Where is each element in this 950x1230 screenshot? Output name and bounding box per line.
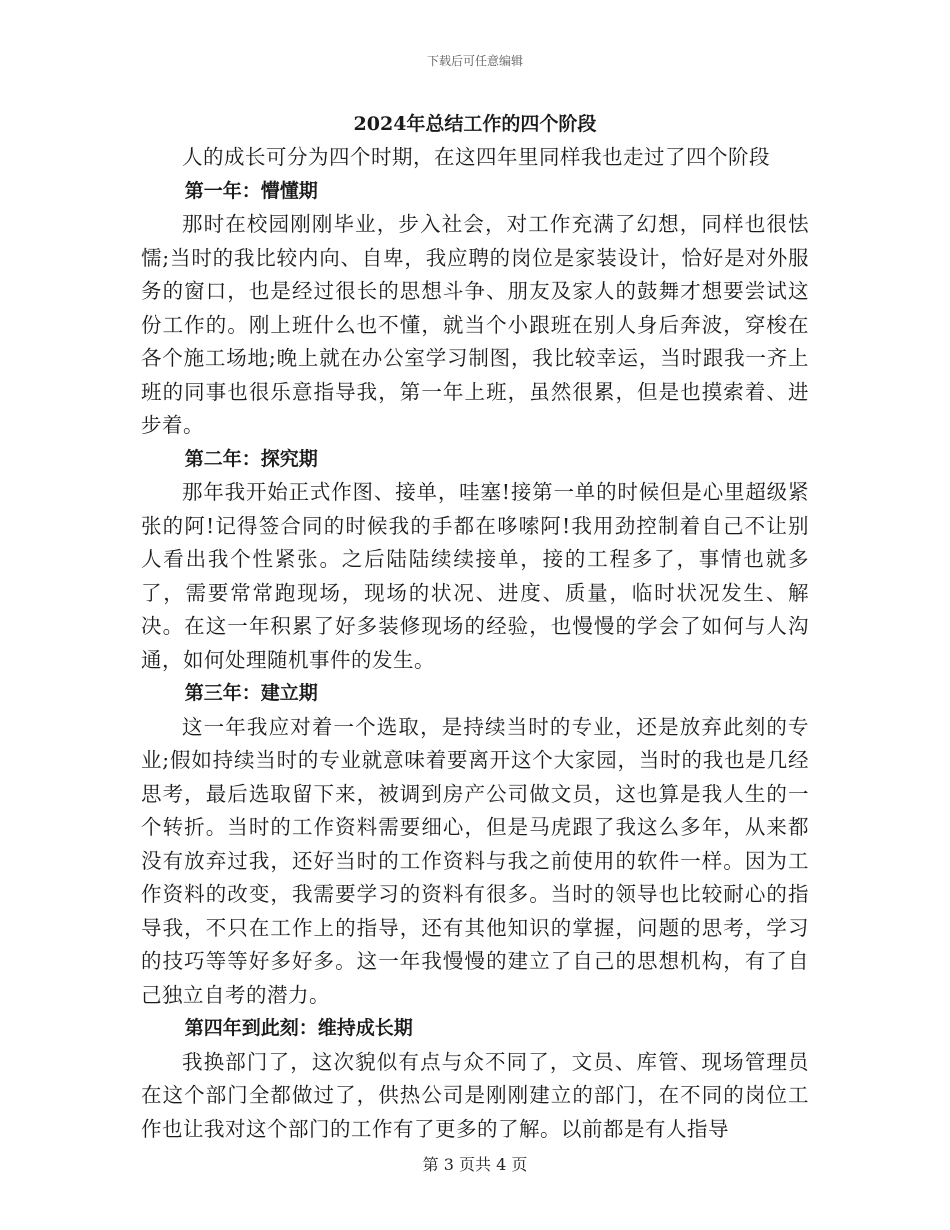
section-text-year-1: 那时在校园刚刚毕业，步入社会，对工作充满了幻想，同样也很怯懦;当时的我比较内向、自卑，我应聘的岗位是家装设计，恰好是对外服务的窗口，也是经过很长的思想斗争、朋友及家人的鼓舞才想要尝试这份工作的。刚上班什么也不懂，就当个小跟班在别人身后奔波，穿梭在各个施工场地;晚上就在办公室学习制图，我比较幸运，当时跟我一齐上班的同事也很乐意指导我，第一年上班，虽然很累，但是也摸索着、进步着。 [141,212,809,437]
intro-paragraph: 人的成长可分为四个时期，在这四年里同样我也走过了四个阶段 [182,145,770,169]
page-header-note: 下载后可任意编辑 [426,54,523,68]
section-heading-year-1: 第一年：懵懂期 [184,179,318,202]
page-number: 第 3 页共 4 页 [422,1155,528,1174]
section-text-year-3: 这一年我应对着一个选取，是持续当时的专业，还是放弃此刻的专业;假如持续当时的专业就意味着要离开这个大家园，当时的我也是几经思考，最后选取留下来，被调到房产公司做文员，这也算是我人生的一个转折。当时的工作资料需要细心，但是马虎跟了我这么多年，从来都没有放弃过我，还好当时的工作资料与我之前使用的软件一样。因为工作资料的改变，我需要学习的资料有很多。当时的领导也比较耐心的指导我，不只在工作上的指导，还有其他知识的掌握，问题的思考，学习的技巧等等好多好多。这一年我慢慢的建立了自己的思想机构，有了自己独立自考的潜力。 [141,714,809,1007]
document-title: 2024年总结工作的四个阶段 [353,113,597,135]
section-heading-year-4: 第四年到此刻：维持成长期 [184,1017,413,1039]
section-heading-year-3: 第三年：建立期 [184,682,318,704]
document-body [141,108,809,1146]
section-text-year-2: 那年我开始正式作图、接单，哇塞!接第一单的时候但是心里超级紧张的阿!记得签合同的时候我的手都在哆嗦阿!我用劲控制着自己不让别人看出我个性紧张。之后陆陆续续接单，接的工程多了，事情也就多了，需要常常跑现场，现场的状况、进度、质量，临时状况发生、解决。在这一年积累了好多装修现场的经验，也慢慢的学会了如何与人沟通，如何处理随机事件的发生。 [141,480,809,672]
section-heading-year-2: 第二年：探究期 [184,447,318,470]
section-text-year-4: 我换部门了，这次貌似有点与众不同了，文员、库管、现场管理员在这个部门全都做过了，供热公司是刚刚建立的部门，在不同的岗位工作也让我对这个部门的工作有了更多的了解。以前都是有人指导 [141,1049,809,1141]
